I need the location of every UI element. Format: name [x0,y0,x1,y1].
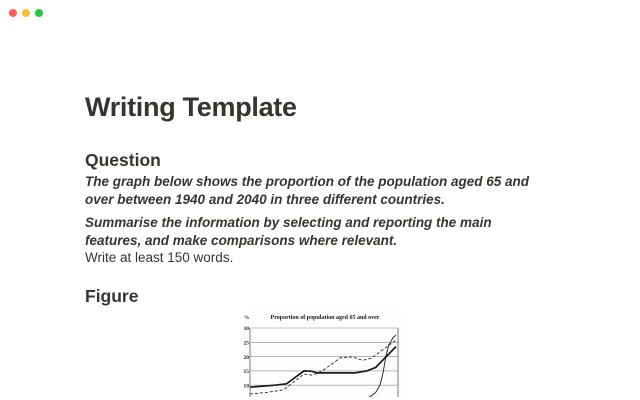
question-prompt-1: The graph below shows the proportion of the population aged 65 and over between 1940 and 2040 in three different countries. [85,174,530,207]
document-body [85,0,547,397]
question-heading: Question [85,150,161,170]
page-title: Writing Template [85,92,297,122]
svg-text:30: 30 [243,325,249,332]
svg-text:20: 20 [243,354,249,361]
svg-text:15: 15 [243,368,249,375]
close-button[interactable] [9,9,17,17]
svg-text:10: 10 [243,382,249,389]
minimize-button[interactable] [22,9,30,17]
zoom-button[interactable] [35,9,43,17]
figure-heading: Figure [85,285,139,306]
country-line-thin-solid [250,335,396,397]
question-prompt-2: Summarise the information by selecting and reporting the main features, and make comparisons where relevant. [85,215,492,248]
window-controls [9,9,43,17]
svg-text:Proportion of population aged: Proportion of population aged 65 and over [270,314,380,321]
population-line-chart [243,309,405,397]
svg-text:%: % [244,314,250,321]
svg-text:25: 25 [243,340,249,346]
country-line-thick-solid [250,346,396,387]
figure-chart-image[interactable] [243,309,405,397]
word-count-note: Write at least 150 words. [85,250,234,265]
